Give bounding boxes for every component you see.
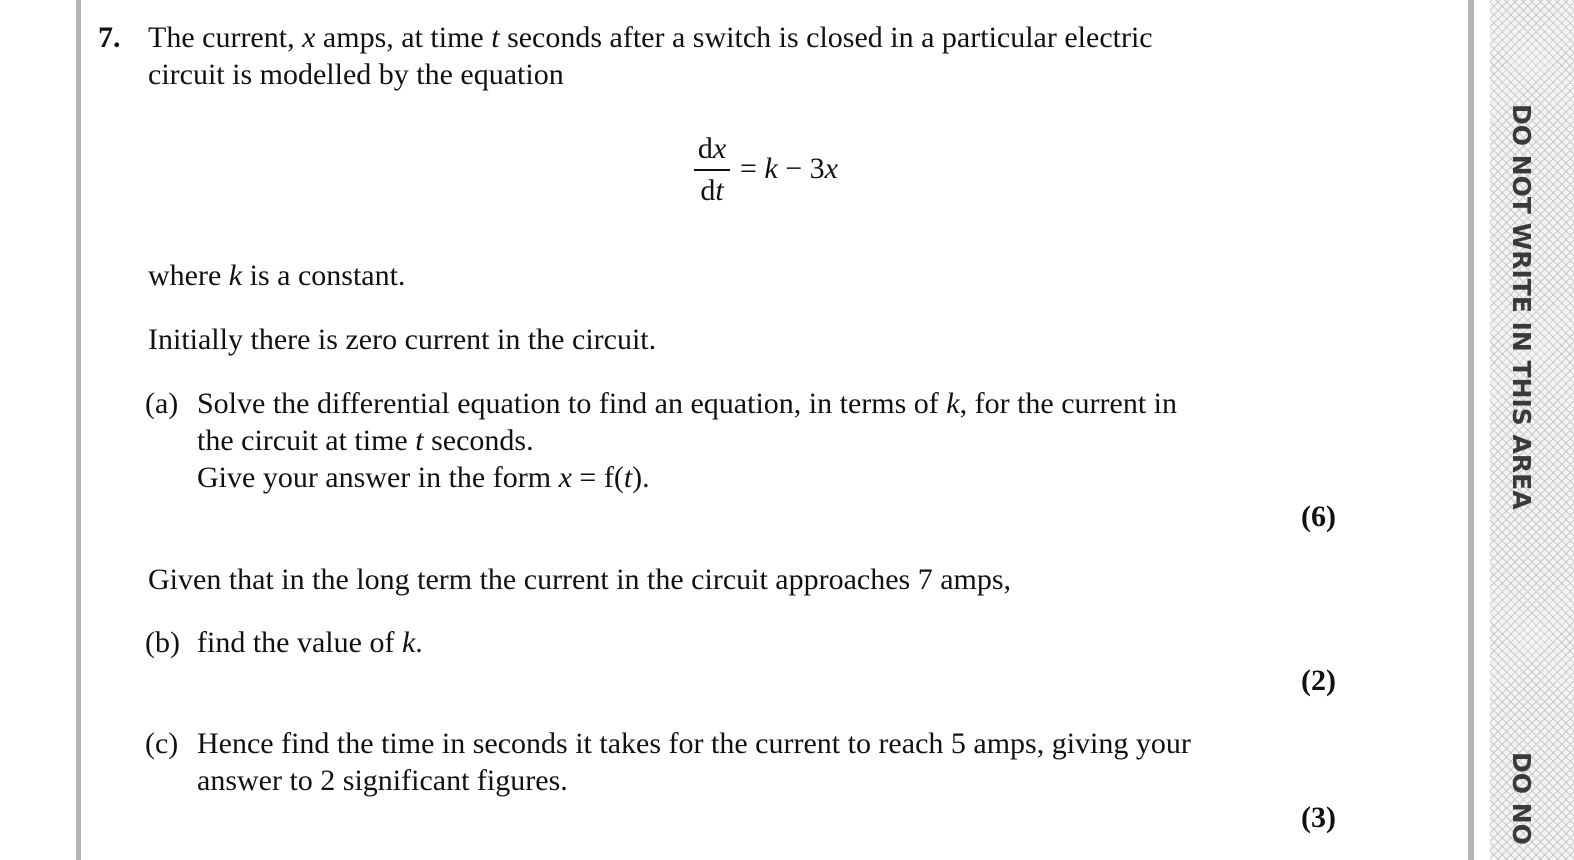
intro-line-2: circuit is modelled by the equation (148, 58, 564, 91)
part-b-label: (b) (145, 626, 180, 659)
right-margin-rule (1468, 0, 1474, 860)
fraction-numerator: dx (697, 132, 727, 165)
margin-warning-text: DO NOT WRITE IN THIS AREA (1507, 104, 1536, 510)
part-a-line-2: the circuit at time t seconds. (197, 424, 534, 457)
part-a-label: (a) (145, 387, 179, 420)
part-a-marks: (6) (1301, 500, 1336, 533)
margin-warning-text-partial: DO NO (1507, 752, 1536, 845)
given-statement: Given that in the long term the current in the circuit approaches 7 amps, (148, 563, 1012, 596)
part-a-line-1: Solve the differential equation to find an equation, in terms of k, for the current in (197, 387, 1178, 420)
question-number: 7. (98, 21, 121, 54)
part-c-line-2: answer to 2 significant figures. (197, 764, 568, 797)
part-c-marks: (3) (1301, 801, 1336, 834)
fraction-denominator: dt (700, 174, 724, 207)
part-a-line-3: Give your answer in the form x = f(t). (197, 461, 650, 494)
equation-rhs: = k − 3x (740, 152, 838, 185)
constant-note: where k is a constant. (148, 259, 406, 292)
part-b-line-1: find the value of k. (197, 626, 423, 659)
initial-condition: Initially there is zero current in the circuit. (148, 323, 657, 356)
intro-line-1: The current, x amps, at time t seconds after a switch is closed in a particular electric (148, 21, 1153, 54)
left-margin-rule (76, 0, 81, 860)
fraction-bar (694, 169, 730, 171)
part-c-line-1: Hence find the time in seconds it takes for the current to reach 5 amps, giving your (197, 727, 1191, 760)
part-b-marks: (2) (1301, 664, 1336, 697)
part-c-label: (c) (145, 727, 179, 760)
